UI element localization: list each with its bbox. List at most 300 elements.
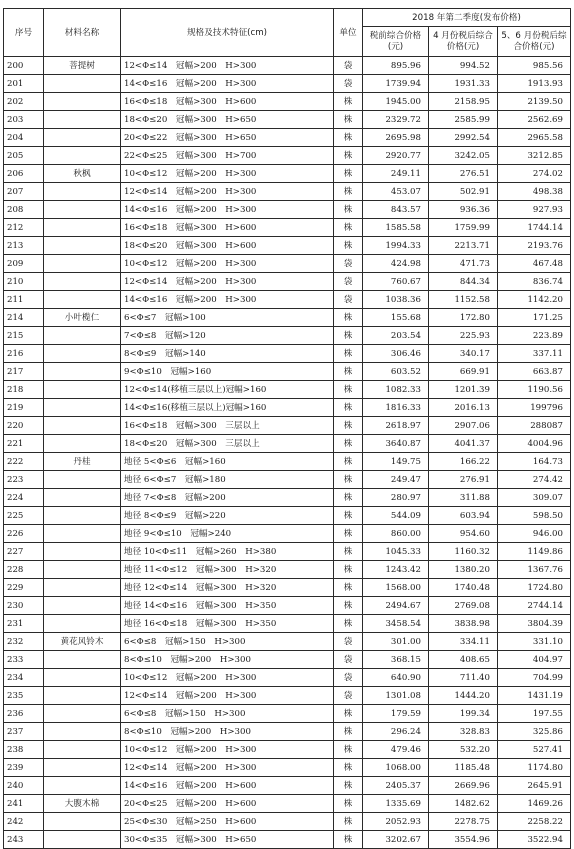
material-name xyxy=(44,597,121,615)
unit-cell: 株 xyxy=(334,363,363,381)
spec-cell: 14<Φ≤16 冠幅>200 H>300 xyxy=(121,75,334,93)
price-april: 2585.99 xyxy=(429,111,498,129)
material-name: 菩提树 xyxy=(44,57,121,75)
price-april: 276.51 xyxy=(429,165,498,183)
price-may-june: 164.73 xyxy=(498,453,571,471)
price-april: 2158.95 xyxy=(429,93,498,111)
table-row xyxy=(4,615,571,633)
row-number: 212 xyxy=(4,219,44,237)
price-pre-tax: 368.15 xyxy=(363,651,429,669)
table-row xyxy=(4,597,571,615)
unit-cell: 株 xyxy=(334,417,363,435)
unit-cell: 株 xyxy=(334,129,363,147)
price-pre-tax: 3640.87 xyxy=(363,435,429,453)
material-name: 丹桂 xyxy=(44,453,121,471)
material-name xyxy=(44,525,121,543)
material-name xyxy=(44,579,121,597)
table-header xyxy=(4,9,571,57)
spec-cell: 8<Φ≤10 冠幅>200 H>300 xyxy=(121,651,334,669)
price-pre-tax: 640.90 xyxy=(363,669,429,687)
price-may-june: 1469.26 xyxy=(498,795,571,813)
table-row xyxy=(4,129,571,147)
table-row xyxy=(4,363,571,381)
material-name: 小叶榄仁 xyxy=(44,309,121,327)
table-row xyxy=(4,93,571,111)
price-pre-tax: 280.97 xyxy=(363,489,429,507)
price-pre-tax: 1038.36 xyxy=(363,291,429,309)
material-name xyxy=(44,111,121,129)
row-number: 238 xyxy=(4,741,44,759)
price-april: 172.80 xyxy=(429,309,498,327)
price-may-june: 331.10 xyxy=(498,633,571,651)
spec-cell: 8<Φ≤9 冠幅>140 xyxy=(121,345,334,363)
row-number: 222 xyxy=(4,453,44,471)
spec-cell: 10<Φ≤12 冠幅>200 H>300 xyxy=(121,255,334,273)
row-number: 221 xyxy=(4,435,44,453)
spec-cell: 25<Φ≤30 冠幅>250 H>600 xyxy=(121,813,334,831)
price-may-june: 498.38 xyxy=(498,183,571,201)
price-april: 408.65 xyxy=(429,651,498,669)
table-row xyxy=(4,417,571,435)
col-header-unit: 单位 xyxy=(334,9,363,57)
unit-cell: 株 xyxy=(334,111,363,129)
spec-cell: 地径 11<Φ≤12 冠幅>300 H>320 xyxy=(121,561,334,579)
price-april: 328.83 xyxy=(429,723,498,741)
price-april: 340.17 xyxy=(429,345,498,363)
spec-cell: 6<Φ≤7 冠幅>100 xyxy=(121,309,334,327)
spec-cell: 8<Φ≤10 冠幅>200 H>300 xyxy=(121,723,334,741)
material-name xyxy=(44,363,121,381)
price-pre-tax: 603.52 xyxy=(363,363,429,381)
unit-cell: 株 xyxy=(334,345,363,363)
price-april: 3554.96 xyxy=(429,831,498,849)
table-row xyxy=(4,777,571,795)
price-april: 3838.98 xyxy=(429,615,498,633)
material-name xyxy=(44,435,121,453)
row-number: 210 xyxy=(4,273,44,291)
material-name: 黄花风铃木 xyxy=(44,633,121,651)
price-pre-tax: 1335.69 xyxy=(363,795,429,813)
spec-cell: 14<Φ≤16 冠幅>200 H>300 xyxy=(121,291,334,309)
row-number: 211 xyxy=(4,291,44,309)
price-may-june: 1149.86 xyxy=(498,543,571,561)
table-row xyxy=(4,813,571,831)
material-name xyxy=(44,399,121,417)
table-row xyxy=(4,687,571,705)
price-may-june: 1913.93 xyxy=(498,75,571,93)
unit-cell: 株 xyxy=(334,471,363,489)
material-name: 秋枫 xyxy=(44,165,121,183)
price-may-june: 2645.91 xyxy=(498,777,571,795)
row-number: 233 xyxy=(4,651,44,669)
price-may-june: 2258.22 xyxy=(498,813,571,831)
table-row xyxy=(4,291,571,309)
col-header-price-april: 4 月份税后综合价格(元) xyxy=(429,27,498,57)
col-header-price-pre-tax: 税前综合价格(元) xyxy=(363,27,429,57)
spec-cell: 地径 14<Φ≤16 冠幅>300 H>350 xyxy=(121,597,334,615)
price-pre-tax: 149.75 xyxy=(363,453,429,471)
unit-cell: 株 xyxy=(334,597,363,615)
price-may-june: 4004.96 xyxy=(498,435,571,453)
table-row xyxy=(4,579,571,597)
price-pre-tax: 249.11 xyxy=(363,165,429,183)
unit-cell: 株 xyxy=(334,813,363,831)
price-may-june: 527.41 xyxy=(498,741,571,759)
material-name xyxy=(44,471,121,489)
spec-cell: 10<Φ≤12 冠幅>200 H>300 xyxy=(121,741,334,759)
price-pre-tax: 895.96 xyxy=(363,57,429,75)
price-may-june: 2744.14 xyxy=(498,597,571,615)
spec-cell: 14<Φ≤16 冠幅>200 H>600 xyxy=(121,777,334,795)
unit-cell: 株 xyxy=(334,723,363,741)
price-may-june: 274.02 xyxy=(498,165,571,183)
price-april: 1201.39 xyxy=(429,381,498,399)
price-pre-tax: 544.09 xyxy=(363,507,429,525)
row-number: 206 xyxy=(4,165,44,183)
price-april: 1160.32 xyxy=(429,543,498,561)
price-may-june: 836.74 xyxy=(498,273,571,291)
price-may-june: 2193.76 xyxy=(498,237,571,255)
unit-cell: 株 xyxy=(334,309,363,327)
spec-cell: 地径 10<Φ≤11 冠幅>260 H>380 xyxy=(121,543,334,561)
row-number: 231 xyxy=(4,615,44,633)
material-name xyxy=(44,381,121,399)
spec-cell: 12<Φ≤14 冠幅>200 H>300 xyxy=(121,183,334,201)
price-may-june: 1367.76 xyxy=(498,561,571,579)
unit-cell: 袋 xyxy=(334,633,363,651)
row-number: 232 xyxy=(4,633,44,651)
material-name xyxy=(44,201,121,219)
unit-cell: 袋 xyxy=(334,651,363,669)
row-number: 226 xyxy=(4,525,44,543)
price-may-june: 199796 xyxy=(498,399,571,417)
price-pre-tax: 479.46 xyxy=(363,741,429,759)
spec-cell: 18<Φ≤20 冠幅>300 三层以上 xyxy=(121,435,334,453)
spec-cell: 12<Φ≤14 冠幅>200 H>300 xyxy=(121,57,334,75)
table-row xyxy=(4,381,571,399)
price-may-june: 598.50 xyxy=(498,507,571,525)
table-row xyxy=(4,489,571,507)
table-row xyxy=(4,165,571,183)
spec-cell: 地径 16<Φ≤18 冠幅>300 H>350 xyxy=(121,615,334,633)
price-april: 2769.08 xyxy=(429,597,498,615)
row-number: 230 xyxy=(4,597,44,615)
table-row xyxy=(4,669,571,687)
row-number: 207 xyxy=(4,183,44,201)
row-number: 218 xyxy=(4,381,44,399)
unit-cell: 袋 xyxy=(334,687,363,705)
row-number: 200 xyxy=(4,57,44,75)
material-name xyxy=(44,651,121,669)
price-may-june: 927.93 xyxy=(498,201,571,219)
price-pre-tax: 453.07 xyxy=(363,183,429,201)
row-number: 216 xyxy=(4,345,44,363)
unit-cell: 株 xyxy=(334,93,363,111)
material-name xyxy=(44,615,121,633)
row-number: 240 xyxy=(4,777,44,795)
row-number: 202 xyxy=(4,93,44,111)
table-row xyxy=(4,201,571,219)
unit-cell: 株 xyxy=(334,561,363,579)
price-april: 994.52 xyxy=(429,57,498,75)
table-row xyxy=(4,183,571,201)
row-number: 223 xyxy=(4,471,44,489)
spec-cell: 22<Φ≤25 冠幅>300 H>700 xyxy=(121,147,334,165)
material-name xyxy=(44,759,121,777)
row-number: 227 xyxy=(4,543,44,561)
row-number: 242 xyxy=(4,813,44,831)
row-number: 224 xyxy=(4,489,44,507)
col-header-no: 序号 xyxy=(4,9,44,57)
spec-cell: 地径 7<Φ≤8 冠幅>200 xyxy=(121,489,334,507)
price-pre-tax: 3458.54 xyxy=(363,615,429,633)
table-row xyxy=(4,759,571,777)
col-header-price-may-june: 5、6 月份税后综合价格(元) xyxy=(498,27,571,57)
price-april: 711.40 xyxy=(429,669,498,687)
row-number: 214 xyxy=(4,309,44,327)
col-header-name: 材料名称 xyxy=(44,9,121,57)
spec-cell: 18<Φ≤20 冠幅>300 H>600 xyxy=(121,237,334,255)
price-may-june: 704.99 xyxy=(498,669,571,687)
price-may-june: 2562.69 xyxy=(498,111,571,129)
spec-cell: 10<Φ≤12 冠幅>200 H>300 xyxy=(121,669,334,687)
table-row xyxy=(4,525,571,543)
table-row xyxy=(4,471,571,489)
unit-cell: 株 xyxy=(334,705,363,723)
unit-cell: 株 xyxy=(334,777,363,795)
material-name xyxy=(44,489,121,507)
price-april: 225.93 xyxy=(429,327,498,345)
row-number: 237 xyxy=(4,723,44,741)
price-pre-tax: 1739.94 xyxy=(363,75,429,93)
price-april: 199.34 xyxy=(429,705,498,723)
material-name xyxy=(44,813,121,831)
table-row xyxy=(4,651,571,669)
price-april: 276.91 xyxy=(429,471,498,489)
unit-cell: 株 xyxy=(334,399,363,417)
table-row xyxy=(4,273,571,291)
unit-cell: 袋 xyxy=(334,255,363,273)
price-april: 4041.37 xyxy=(429,435,498,453)
price-pre-tax: 760.67 xyxy=(363,273,429,291)
price-may-june: 2965.58 xyxy=(498,129,571,147)
price-april: 1185.48 xyxy=(429,759,498,777)
row-number: 203 xyxy=(4,111,44,129)
material-name xyxy=(44,255,121,273)
price-may-june: 1724.80 xyxy=(498,579,571,597)
price-table xyxy=(3,8,571,849)
material-name xyxy=(44,741,121,759)
spec-cell: 9<Φ≤10 冠幅>160 xyxy=(121,363,334,381)
spec-cell: 12<Φ≤14 冠幅>200 H>300 xyxy=(121,759,334,777)
price-pre-tax: 2052.93 xyxy=(363,813,429,831)
price-pre-tax: 1082.33 xyxy=(363,381,429,399)
material-name xyxy=(44,507,121,525)
spec-cell: 12<Φ≤14 冠幅>200 H>300 xyxy=(121,273,334,291)
table-row xyxy=(4,345,571,363)
material-name xyxy=(44,183,121,201)
price-april: 1482.62 xyxy=(429,795,498,813)
row-number: 229 xyxy=(4,579,44,597)
material-name xyxy=(44,705,121,723)
price-pre-tax: 1301.08 xyxy=(363,687,429,705)
material-name xyxy=(44,75,121,93)
unit-cell: 株 xyxy=(334,219,363,237)
price-pre-tax: 1568.00 xyxy=(363,579,429,597)
table-row xyxy=(4,57,571,75)
material-name xyxy=(44,219,121,237)
material-name xyxy=(44,543,121,561)
price-may-june: 404.97 xyxy=(498,651,571,669)
unit-cell: 株 xyxy=(334,435,363,453)
spec-cell: 10<Φ≤12 冠幅>200 H>300 xyxy=(121,165,334,183)
spec-cell: 6<Φ≤8 冠幅>150 H>300 xyxy=(121,633,334,651)
price-pre-tax: 2405.37 xyxy=(363,777,429,795)
material-name xyxy=(44,831,121,849)
price-pre-tax: 1045.33 xyxy=(363,543,429,561)
table-row xyxy=(4,147,571,165)
price-april: 603.94 xyxy=(429,507,498,525)
table-row xyxy=(4,633,571,651)
spec-cell: 地径 5<Φ≤6 冠幅>160 xyxy=(121,453,334,471)
price-may-june: 171.25 xyxy=(498,309,571,327)
unit-cell: 株 xyxy=(334,543,363,561)
unit-cell: 株 xyxy=(334,615,363,633)
row-number: 215 xyxy=(4,327,44,345)
table-row xyxy=(4,831,571,849)
material-name xyxy=(44,273,121,291)
unit-cell: 袋 xyxy=(334,669,363,687)
price-pre-tax: 2695.98 xyxy=(363,129,429,147)
price-may-june: 325.86 xyxy=(498,723,571,741)
price-april: 844.34 xyxy=(429,273,498,291)
table-row xyxy=(4,453,571,471)
price-pre-tax: 2494.67 xyxy=(363,597,429,615)
price-pre-tax: 2920.77 xyxy=(363,147,429,165)
table-row xyxy=(4,723,571,741)
material-name xyxy=(44,147,121,165)
price-pre-tax: 203.54 xyxy=(363,327,429,345)
row-number: 209 xyxy=(4,255,44,273)
spec-cell: 16<Φ≤18 冠幅>300 三层以上 xyxy=(121,417,334,435)
price-april: 2992.54 xyxy=(429,129,498,147)
price-april: 3242.05 xyxy=(429,147,498,165)
row-number: 236 xyxy=(4,705,44,723)
row-number: 204 xyxy=(4,129,44,147)
table-row xyxy=(4,561,571,579)
price-may-june: 309.07 xyxy=(498,489,571,507)
material-name xyxy=(44,687,121,705)
price-may-june: 467.48 xyxy=(498,255,571,273)
unit-cell: 株 xyxy=(334,579,363,597)
unit-cell: 株 xyxy=(334,831,363,849)
row-number: 241 xyxy=(4,795,44,813)
price-pre-tax: 3202.67 xyxy=(363,831,429,849)
price-april: 954.60 xyxy=(429,525,498,543)
spec-cell: 12<Φ≤14 冠幅>200 H>300 xyxy=(121,687,334,705)
price-april: 1931.33 xyxy=(429,75,498,93)
price-may-june: 1190.56 xyxy=(498,381,571,399)
row-number: 220 xyxy=(4,417,44,435)
price-may-june: 3212.85 xyxy=(498,147,571,165)
row-number: 234 xyxy=(4,669,44,687)
price-pre-tax: 1945.00 xyxy=(363,93,429,111)
spec-cell: 地径 9<Φ≤10 冠幅>240 xyxy=(121,525,334,543)
price-pre-tax: 1068.00 xyxy=(363,759,429,777)
row-number: 208 xyxy=(4,201,44,219)
table-row xyxy=(4,75,571,93)
price-april: 1759.99 xyxy=(429,219,498,237)
spec-cell: 14<Φ≤16 冠幅>200 H>300 xyxy=(121,201,334,219)
price-pre-tax: 424.98 xyxy=(363,255,429,273)
price-pre-tax: 860.00 xyxy=(363,525,429,543)
unit-cell: 袋 xyxy=(334,291,363,309)
row-number: 219 xyxy=(4,399,44,417)
material-name xyxy=(44,777,121,795)
price-may-june: 197.55 xyxy=(498,705,571,723)
material-name xyxy=(44,561,121,579)
unit-cell: 株 xyxy=(334,165,363,183)
spec-cell: 16<Φ≤18 冠幅>300 H>600 xyxy=(121,219,334,237)
price-may-june: 2139.50 xyxy=(498,93,571,111)
price-may-june: 1744.14 xyxy=(498,219,571,237)
price-may-june: 288087 xyxy=(498,417,571,435)
price-april: 1380.20 xyxy=(429,561,498,579)
spec-cell: 20<Φ≤22 冠幅>300 H>650 xyxy=(121,129,334,147)
unit-cell: 株 xyxy=(334,201,363,219)
spec-cell: 7<Φ≤8 冠幅>120 xyxy=(121,327,334,345)
material-name: 大腹木棉 xyxy=(44,795,121,813)
unit-cell: 株 xyxy=(334,489,363,507)
table-row xyxy=(4,309,571,327)
material-name xyxy=(44,237,121,255)
price-may-june: 337.11 xyxy=(498,345,571,363)
row-number: 228 xyxy=(4,561,44,579)
price-april: 1152.58 xyxy=(429,291,498,309)
table-row xyxy=(4,741,571,759)
row-number: 217 xyxy=(4,363,44,381)
price-pre-tax: 306.46 xyxy=(363,345,429,363)
table-row xyxy=(4,219,571,237)
material-name xyxy=(44,669,121,687)
price-april: 166.22 xyxy=(429,453,498,471)
table-row xyxy=(4,327,571,345)
table-row xyxy=(4,111,571,129)
unit-cell: 株 xyxy=(334,741,363,759)
price-april: 2213.71 xyxy=(429,237,498,255)
unit-cell: 株 xyxy=(334,237,363,255)
spec-cell: 地径 12<Φ≤14 冠幅>300 H>320 xyxy=(121,579,334,597)
price-may-june: 3804.39 xyxy=(498,615,571,633)
price-april: 471.73 xyxy=(429,255,498,273)
price-april: 334.11 xyxy=(429,633,498,651)
unit-cell: 株 xyxy=(334,381,363,399)
row-number: 225 xyxy=(4,507,44,525)
spec-cell: 地径 8<Φ≤9 冠幅>220 xyxy=(121,507,334,525)
material-name xyxy=(44,93,121,111)
spec-cell: 20<Φ≤25 冠幅>200 H>600 xyxy=(121,795,334,813)
price-may-june: 3522.94 xyxy=(498,831,571,849)
col-group-header: 2018 年第二季度(发布价格) xyxy=(363,9,571,27)
price-may-june: 1431.19 xyxy=(498,687,571,705)
price-may-june: 223.89 xyxy=(498,327,571,345)
price-pre-tax: 2329.72 xyxy=(363,111,429,129)
price-april: 936.36 xyxy=(429,201,498,219)
price-april: 1444.20 xyxy=(429,687,498,705)
material-name xyxy=(44,345,121,363)
price-pre-tax: 1243.42 xyxy=(363,561,429,579)
table-body xyxy=(4,57,571,849)
